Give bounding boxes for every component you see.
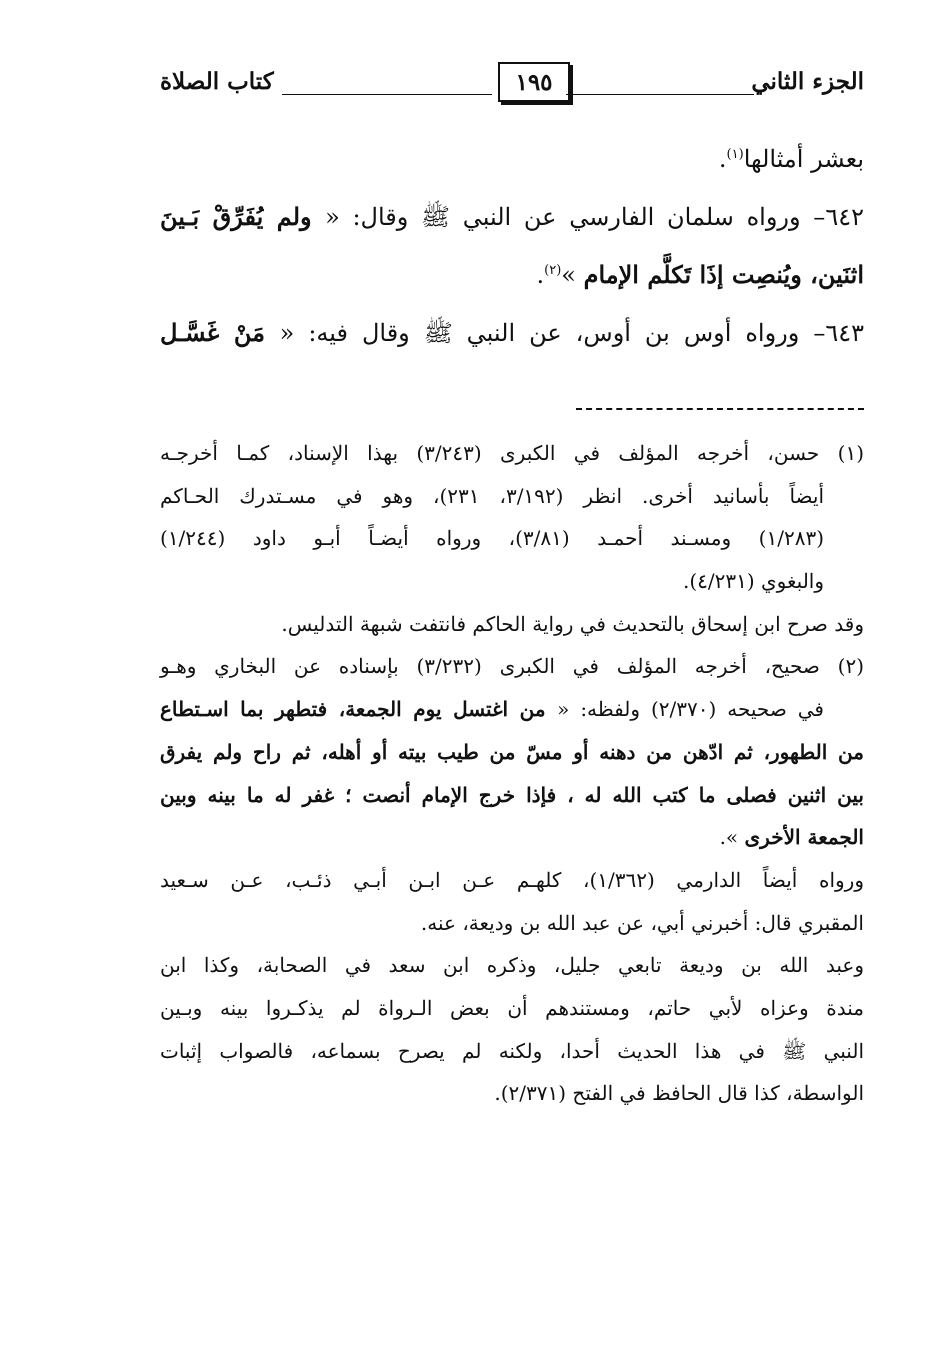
- footnote-1-line-1: (١) حسن، أخرجه المؤلف في الكبرى (٣/٢٤٣) بهذا الإسناد، كمـا أخرجـه: [160, 441, 864, 465]
- book-title: كتاب الصلاة: [160, 68, 274, 95]
- footnote-1-line-3: (١/٢٨٣) ومسـند أحمـد (٣/٨١)، ورواه أيضـاً أبـو داود (١/٢٤٤): [160, 526, 825, 551]
- footnote-1-line-4: والبغوي (٤/٢٣١).: [682, 569, 824, 594]
- footnote-2-line-2: في صحيحه (٢/٣٧٠) ولفظه: « من اغتسل يوم الجمعة، فتطهر بما اسـتطاع: [160, 697, 824, 722]
- page-number: ١٩٥: [498, 62, 570, 102]
- volume-label: الجزء الثاني: [751, 68, 864, 95]
- footnote-2-line-9: مندة وعزاه لأبي حاتم، ومستندهم أن بعض الـرواة لم يذكـروا بينه وبـين: [160, 995, 864, 1020]
- hadith-642-line-2: اثنَين، ويُنصِت إذَا تَكلَّم الإمام »$^{(٢)}$.: [536, 260, 864, 289]
- footnote-2-line-6: ورواه أيضاً الدارمي (١/٣٦٢)، كلهـم عـن ابـن أبـي ذئـب، عـن سـعيد: [160, 867, 864, 892]
- hadith-643-line-1: ٦٤٣– ورواه أوس بن أوس، عن النبي ﷺ وقال فيه: « مَنْ غَسَّـل: [160, 318, 864, 347]
- footnote-1-line-5: وقد صرح ابن إسحاق بالتحديث في رواية الحاكم فانتفت شبهة التدليس.: [281, 611, 864, 636]
- main-line-1: بعشر أمثالها$^{(١)}$.: [718, 145, 864, 173]
- hadith-642-line-1: ٦٤٢– ورواه سلمان الفارسي عن النبي ﷺ وقال: « ولم يُفَرِّقْ بَـينَ: [160, 202, 864, 231]
- footnote-ref-2: (٢): [544, 263, 562, 278]
- footnote-2-line-11: الواسطة، كذا قال الحافظ في الفتح (٢/٣٧١).: [494, 1081, 864, 1106]
- footnote-2-line-1: (٢) صحيح، أخرجه المؤلف في الكبرى (٣/٢٣٢) بإسناده عن البخاري وهـو: [160, 654, 864, 679]
- footnote-ref-1: (١): [726, 147, 744, 162]
- footnote-2-line-5: الجمعة الأخرى ».: [719, 825, 864, 850]
- footnotes: [160, 432, 864, 1115]
- footnote-2-line-4: بين اثنين فصلى ما كتب الله له ، فإذا خرج الإمام أنصت ؛ غفر له ما بينه وبين: [160, 782, 864, 807]
- footnote-2-line-8: وعبد الله بن وديعة تابعي جليل، وذكره ابن سعد في الصحابة، وكذا ابن: [160, 953, 864, 978]
- main-text: [160, 130, 864, 362]
- footnote-separator: [576, 408, 864, 410]
- header-rule-left: [282, 94, 492, 95]
- running-header: [160, 62, 864, 108]
- footnote-2-line-3: من الطهور، ثم ادّهن من دهنه أو مسّ من طيب بيته أو أهله، ثم راح ولم يفرق: [160, 739, 864, 764]
- footnote-1-line-2: أيضاً بأسانيد أخرى. انظر (٣/١٩٢، ٢٣١)، وهو في مسـتدرك الحـاكم: [160, 483, 825, 508]
- footnote-2-line-7: المقبري قال: أخبرني أبي، عن عبد الله بن وديعة، عنه.: [420, 910, 864, 935]
- footnote-2-line-10: النبي ﷺ في هذا الحديث أحدا، ولكنه لم يصرح بسماعه، فالصواب إثبات: [160, 1038, 864, 1063]
- header-rule-right: [566, 94, 754, 95]
